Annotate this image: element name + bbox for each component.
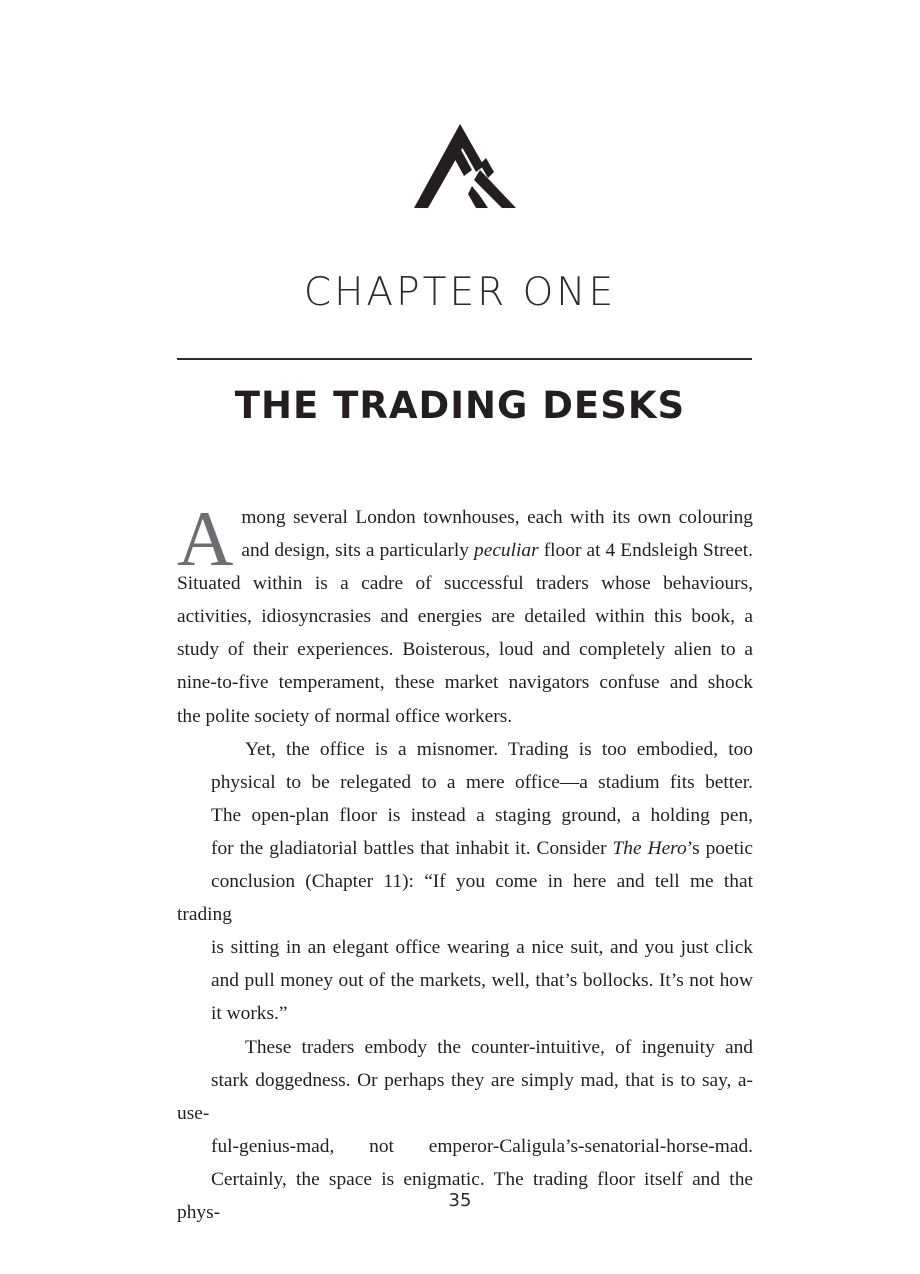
page-number: 35 bbox=[448, 1190, 472, 1211]
text-line: is sitting in an elegant office wearing a nice suit, and you just click bbox=[211, 937, 753, 959]
text-span: and design, sits a particularly bbox=[241, 540, 475, 562]
text-line: Yet, the office is a misnomer. Trading is too embodied, too bbox=[245, 738, 753, 760]
text-span: ’s poetic bbox=[686, 837, 753, 859]
text-span: for the gladiatorial battles that inhabit it. Consider bbox=[211, 837, 613, 859]
italic-reference: The Hero bbox=[612, 837, 687, 859]
text-line: ful-genius-mad, not emperor-Caligula’s-senatorial-horse-mad. bbox=[211, 1135, 753, 1157]
text-span: floor at 4 Endsleigh Street. bbox=[538, 540, 753, 562]
text-line: conclusion (Chapter 11): “If you come in here and tell me that trading bbox=[177, 871, 753, 926]
text-line: mong several London townhouses, each with its own colouring bbox=[241, 507, 753, 528]
text-line bbox=[177, 832, 753, 865]
body-text bbox=[177, 495, 753, 1229]
chapter-divider bbox=[177, 358, 752, 360]
text-line: and pull money out of the markets, well, that’s bollocks. It’s not how bbox=[211, 970, 753, 992]
text-line: it works.” bbox=[211, 1003, 288, 1025]
text-line: The open-plan floor is instead a staging ground, a holding pen, bbox=[211, 804, 753, 826]
text-line: activities, idiosyncrasies and energies are detailed within this book, a bbox=[177, 606, 753, 628]
paragraph-2 bbox=[177, 733, 753, 1031]
text-line bbox=[177, 534, 753, 567]
paragraph-1 bbox=[177, 495, 753, 733]
drop-cap: A bbox=[177, 495, 234, 582]
text-line: These traders embody the counter-intuitive, of ingenuity and bbox=[245, 1036, 753, 1058]
chapter-title: THE TRADING DESKS bbox=[234, 384, 686, 427]
text-line: stark doggedness. Or perhaps they are simply mad, that is to say, a-use- bbox=[177, 1069, 753, 1124]
text-line: study of their experiences. Boisterous, loud and completely alien to a bbox=[177, 639, 753, 661]
text-line: Situated within is a cadre of successful traders whose behaviours, bbox=[177, 573, 753, 595]
text-line: Certainly, the space is enigmatic. The trading floor itself and the phys- bbox=[177, 1168, 753, 1223]
mountain-fa-monogram-icon bbox=[414, 124, 516, 210]
italic-word: peculiar bbox=[474, 540, 539, 562]
chapter-label: CHAPTER ONE bbox=[303, 270, 617, 315]
text-line: the polite society of normal office workers. bbox=[177, 705, 513, 727]
text-line: physical to be relegated to a mere office—a stadium fits better. bbox=[211, 771, 753, 793]
text-line: nine-to-five temperament, these market navigators confuse and shock bbox=[177, 672, 753, 694]
